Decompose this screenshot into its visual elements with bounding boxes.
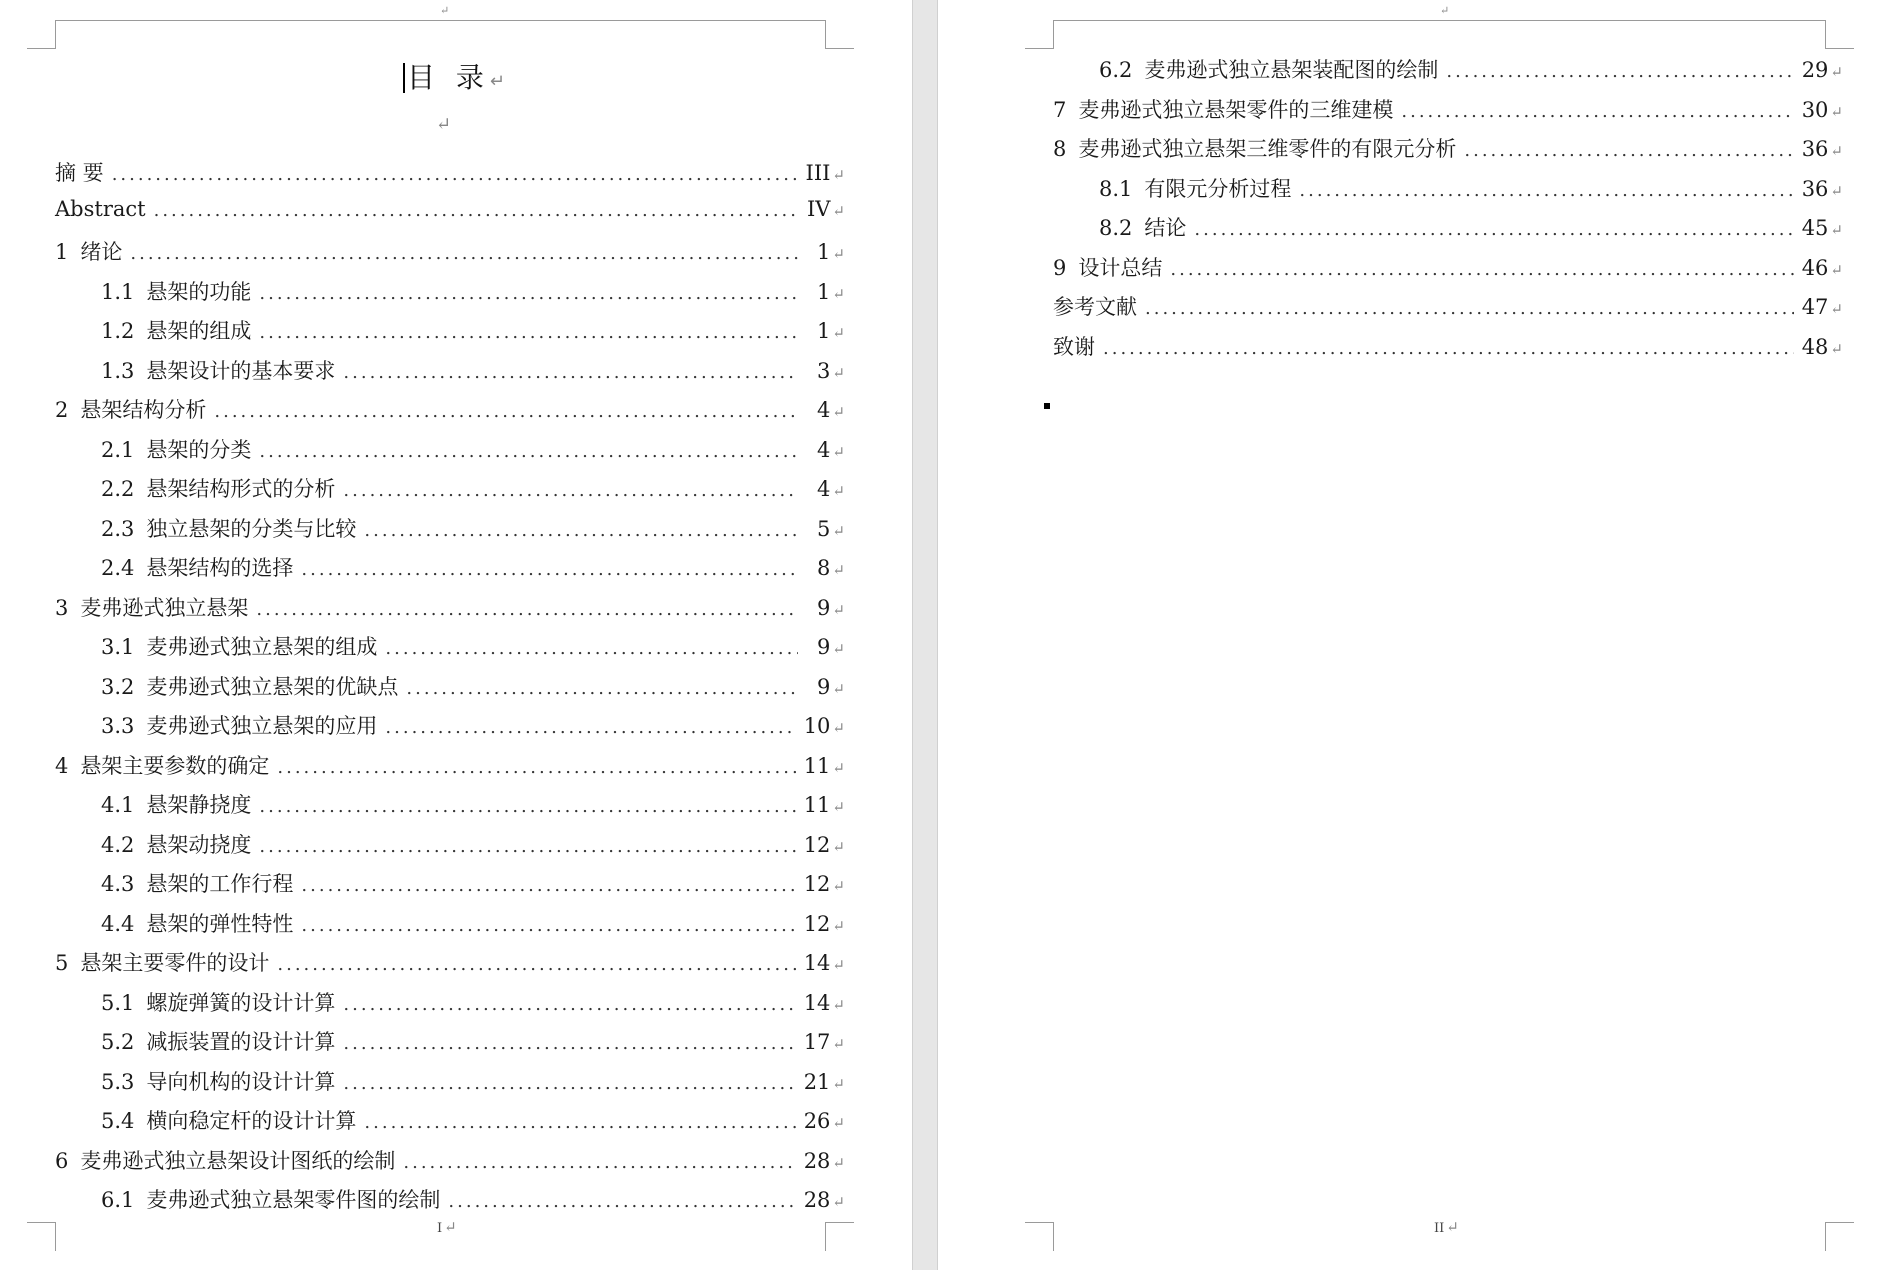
paragraph-mark: ↵ [832,166,845,184]
page-gap [912,0,938,1270]
paragraph-mark: ↵ [1830,221,1843,239]
toc-entry-title: 绪论 [80,240,123,264]
toc-entry[interactable] [55,829,845,869]
toc-entry-page: 4 [817,437,831,462]
dot-leader [364,1112,795,1133]
toc-entry-number: 2.4 [101,556,135,580]
paragraph-marker [1044,403,1050,409]
crop-mark [1025,20,1054,49]
paragraph-mark: ↵ [832,600,845,619]
toc-entry[interactable] [55,631,845,671]
dot-leader [277,954,795,975]
toc-entry-number: 4.1 [101,793,135,817]
toc-entry-title: 减振装置的设计计算 [146,1030,336,1054]
paragraph-mark: ↵ [832,877,845,895]
toc-entry-page: 36 [1801,176,1829,201]
footer-page-number: II ↵ [1434,1218,1459,1236]
toc-entry-title: 悬架结构分析 [80,398,207,422]
toc-entry-title: 螺旋弹簧的设计计算 [146,990,336,1015]
toc-entry-number: 6.1 [101,1188,135,1212]
toc-entry-title: 悬架结构形式的分析 [146,477,336,501]
toc-entry-page: 11 [803,793,831,817]
dot-leader [130,243,798,264]
toc-entry[interactable] [55,355,845,395]
dot-leader [448,1191,795,1212]
toc-entry[interactable] [55,987,845,1027]
toc-entry[interactable] [1053,212,1843,252]
toc-entry-number: 2.2 [101,477,135,501]
toc-entry-title: 悬架的组成 [146,319,252,343]
toc-entry[interactable] [55,552,845,592]
dot-leader [259,796,795,817]
toc-entry-title: 麦弗逊式独立悬架的优缺点 [146,674,399,699]
toc-list [1053,54,1843,370]
toc-entry-title: 导向机构的设计计算 [146,1069,336,1094]
toc-entry[interactable] [1053,173,1843,213]
toc-entry-number: 5.2 [101,1030,135,1054]
paragraph-mark: ↵ [832,324,845,342]
toc-entry-title: Abstract [55,196,146,221]
paragraph-mark: ↵ [1830,63,1843,81]
toc-entry-page: 12 [803,832,831,857]
crop-mark [825,1222,854,1251]
toc-entry-page: 9 [817,595,831,620]
toc-entry-page: 30 [1801,97,1829,122]
paragraph-mark: ↵ [832,561,845,579]
toc-entry-number: 3.1 [101,635,135,659]
paragraph-mark: ↵ [1830,300,1843,318]
paragraph-mark: ↵ [832,1193,845,1211]
paragraph-mark: ↵ [832,956,845,974]
toc-entry[interactable] [55,1145,845,1185]
toc-entry[interactable] [55,947,845,987]
toc-entry-number: 8.2 [1099,216,1133,240]
toc-entry-number: 3.3 [101,714,135,738]
paragraph-mark: ↵ [832,758,845,777]
toc-entry[interactable] [55,513,845,553]
toc-entry-page: III [805,161,831,185]
toc-entry-number: 2.3 [101,516,135,541]
toc-entry[interactable] [55,197,845,237]
toc-entry[interactable] [55,710,845,750]
toc-entry[interactable] [1053,291,1843,331]
paragraph-mark: ↵ [832,995,845,1014]
toc-entry-page: 9 [817,635,831,659]
paragraph-mark: ↵ [832,679,845,698]
toc-entry-page: 1 [817,279,831,304]
toc-entry-number: 6 [55,1148,69,1173]
toc-entry[interactable] [55,236,845,276]
toc-entry-page: 1 [817,240,831,264]
paragraph-mark: ↵ [1830,142,1843,160]
toc-entry-title: 悬架的分类 [146,437,252,462]
dot-leader [1145,298,1794,319]
toc-entry-number: 8.1 [1099,176,1133,201]
toc-entry[interactable] [55,868,845,908]
toc-entry-page: 28 [803,1148,831,1173]
dot-leader [1401,101,1793,122]
toc-list [55,157,845,1224]
paragraph-mark: ↵ [832,837,845,856]
dot-leader [277,757,795,778]
toc-entry[interactable] [55,1105,845,1145]
dot-leader [214,401,798,422]
toc-entry-page: 4 [817,477,831,501]
paragraph-mark: ↵ [832,363,845,382]
toc-entry-title: 悬架静挠度 [146,793,252,817]
toc-entry-title: 设计总结 [1078,255,1163,280]
toc-entry-page: 17 [803,1030,831,1054]
toc-entry-page: 46 [1801,255,1829,280]
toc-entry-page: 8 [817,556,831,580]
toc-entry[interactable] [1053,331,1843,371]
paragraph-mark: ↵ [1830,102,1843,121]
dot-leader [112,164,798,185]
paragraph-mark: ↵ [832,640,845,658]
toc-entry[interactable] [55,789,845,829]
paragraph-mark: ↵ [832,521,845,540]
paragraph-mark: ↵ [1830,181,1843,200]
toc-entry-title: 悬架动挠度 [146,832,252,857]
dot-leader [343,480,798,501]
paragraph-mark: ↵ [832,798,845,816]
toc-entry-title: 悬架设计的基本要求 [146,358,336,383]
crop-mark [1025,1222,1054,1251]
dot-leader [385,638,798,659]
dot-leader [1194,219,1793,240]
toc-entry-page: 21 [803,1069,831,1094]
dot-leader [1446,61,1793,82]
paragraph-mark: ↵ [832,482,845,500]
dot-leader [406,678,798,699]
dot-leader [259,322,798,343]
toc-entry[interactable] [55,473,845,513]
toc-entry[interactable] [55,908,845,948]
toc-entry-number: 4.4 [101,911,135,936]
paragraph-mark: ↵ [832,245,845,263]
toc-entry[interactable] [55,1066,845,1106]
toc-entry-number: 5.3 [101,1069,135,1094]
toc-entry-title: 麦弗逊式独立悬架零件图的绘制 [146,1188,441,1212]
toc-entry-title: 麦弗逊式独立悬架 [80,595,249,620]
toc-entry-number: 4 [55,753,69,778]
dot-leader [1464,140,1793,161]
paragraph-mark: ↵ [1830,260,1843,279]
toc-entry-page: 4 [817,398,831,422]
toc-entry[interactable] [55,157,845,197]
paragraph-mark: ↵ [832,201,845,220]
paragraph-mark: ↵ [436,114,452,135]
toc-entry-title: 横向稳定杆的设计计算 [146,1109,357,1133]
crop-mark [27,20,56,49]
toc-entry-title: 有限元分析过程 [1144,176,1292,201]
footer-page-number: I ↵ [437,1218,457,1236]
toc-entry-number: 6.2 [1099,58,1133,82]
dot-leader [1170,259,1793,280]
paragraph-mark: ↵ [832,442,845,461]
toc-entry-number: 4.2 [101,832,135,857]
document-page-1 [0,0,912,1270]
toc-entry[interactable] [1053,54,1843,94]
toc-entry-title: 麦弗逊式独立悬架装配图的绘制 [1144,58,1439,82]
toc-entry-page: 3 [817,358,831,383]
dot-leader [301,875,795,896]
toc-entry[interactable] [55,434,845,474]
toc-entry-page: 14 [803,990,831,1015]
dot-leader [385,717,795,738]
toc-entry-page: 12 [803,872,831,896]
toc-entry-number: 7 [1053,97,1067,122]
header-paragraph-mark: ↵ [1440,4,1450,17]
toc-entry-number: 2 [55,398,69,422]
toc-entry-page: 36 [1801,137,1829,161]
paragraph-mark: ↵ [489,71,505,92]
toc-entry-page: 48 [1801,334,1829,359]
toc-entry-page: 26 [803,1109,831,1133]
dot-leader [403,1152,795,1173]
toc-entry-number: 4.3 [101,872,135,896]
toc-entry-page: 47 [1801,295,1829,319]
toc-entry-page: 10 [803,714,831,738]
toc-entry[interactable] [55,276,845,316]
toc-entry-number: 9 [1053,255,1067,280]
paragraph-mark: ↵ [832,403,845,421]
toc-entry-page: 5 [817,516,831,541]
toc-entry-title: 悬架主要参数的确定 [80,753,270,778]
toc-entry-number: 3 [55,595,69,620]
paragraph-mark: ↵ [832,916,845,935]
toc-entry-title: 参考文献 [1053,295,1137,319]
dot-leader [259,441,798,462]
toc-entry-number: 1.3 [101,358,135,383]
toc-entry-title: 麦弗逊式独立悬架的组成 [146,635,378,659]
header-boundary [55,20,825,21]
paragraph-mark: ↵ [832,1035,845,1053]
toc-entry-page: 14 [803,951,831,975]
toc-entry-page: 1 [817,319,831,343]
toc-entry-title: 摘 要 [55,161,104,185]
dot-leader [1299,180,1793,201]
dot-leader [343,994,795,1015]
toc-entry-page: 29 [1801,58,1829,82]
dot-leader [301,915,795,936]
toc-entry-number: 5.4 [101,1109,135,1133]
dot-leader [343,1073,795,1094]
toc-entry-number: 1.2 [101,319,135,343]
toc-entry-page: 28 [803,1188,831,1212]
toc-entry[interactable] [1053,252,1843,292]
toc-title: 目 录↵ [403,56,505,96]
toc-entry-number: 3.2 [101,674,135,699]
dot-leader [1103,338,1794,359]
header-boundary [1053,20,1825,21]
toc-entry[interactable] [55,592,845,632]
toc-entry[interactable] [55,671,845,711]
toc-entry-title: 麦弗逊式独立悬架零件的三维建模 [1078,97,1394,122]
toc-entry-title: 悬架结构的选择 [146,556,294,580]
toc-entry-title: 麦弗逊式独立悬架设计图纸的绘制 [80,1148,396,1173]
toc-entry-number: 1.1 [101,279,135,304]
toc-entry-page: 9 [817,674,831,699]
toc-entry-number: 2.1 [101,437,135,462]
toc-entry-title: 致谢 [1053,334,1095,359]
toc-entry-title: 麦弗逊式独立悬架三维零件的有限元分析 [1078,137,1457,161]
paragraph-mark: ↵ [832,1114,845,1132]
toc-entry-title: 悬架的弹性特性 [146,911,294,936]
toc-entry-title: 悬架的工作行程 [146,872,294,896]
toc-entry-title: 麦弗逊式独立悬架的应用 [146,714,378,738]
dot-leader [343,1033,795,1054]
header-paragraph-mark: ↵ [440,4,450,17]
toc-entry-number: 1 [55,240,69,264]
crop-mark [1825,1222,1854,1251]
text-cursor [403,63,405,93]
paragraph-mark: ↵ [1830,339,1843,358]
toc-entry[interactable] [1053,94,1843,134]
toc-entry-title: 悬架的功能 [146,279,252,304]
toc-entry[interactable] [1053,133,1843,173]
dot-leader [154,200,799,221]
dot-leader [256,599,798,620]
toc-entry-title: 独立悬架的分类与比较 [146,516,357,541]
dot-leader [343,362,798,383]
toc-entry-page: IV [806,196,831,221]
toc-entry-number: 5 [55,951,69,975]
crop-mark [825,20,854,49]
toc-entry[interactable] [55,394,845,434]
toc-entry-number: 5.1 [101,990,135,1015]
toc-entry[interactable] [55,315,845,355]
toc-entry[interactable] [55,750,845,790]
dot-leader [364,520,798,541]
document-page-2 [938,0,1890,1270]
dot-leader [301,559,798,580]
toc-entry-title: 悬架主要零件的设计 [80,951,270,975]
dot-leader [259,283,798,304]
crop-mark [1825,20,1854,49]
toc-entry-page: 11 [803,753,831,778]
toc-entry[interactable] [55,1026,845,1066]
paragraph-mark: ↵ [832,1153,845,1172]
toc-entry-page: 12 [803,911,831,936]
paragraph-mark: ↵ [832,1074,845,1093]
dot-leader [259,836,795,857]
crop-mark [27,1222,56,1251]
toc-entry-number: 8 [1053,137,1067,161]
paragraph-mark: ↵ [832,284,845,303]
toc-entry-page: 45 [1801,216,1829,240]
toc-entry-title: 结论 [1144,216,1187,240]
paragraph-mark: ↵ [832,719,845,737]
